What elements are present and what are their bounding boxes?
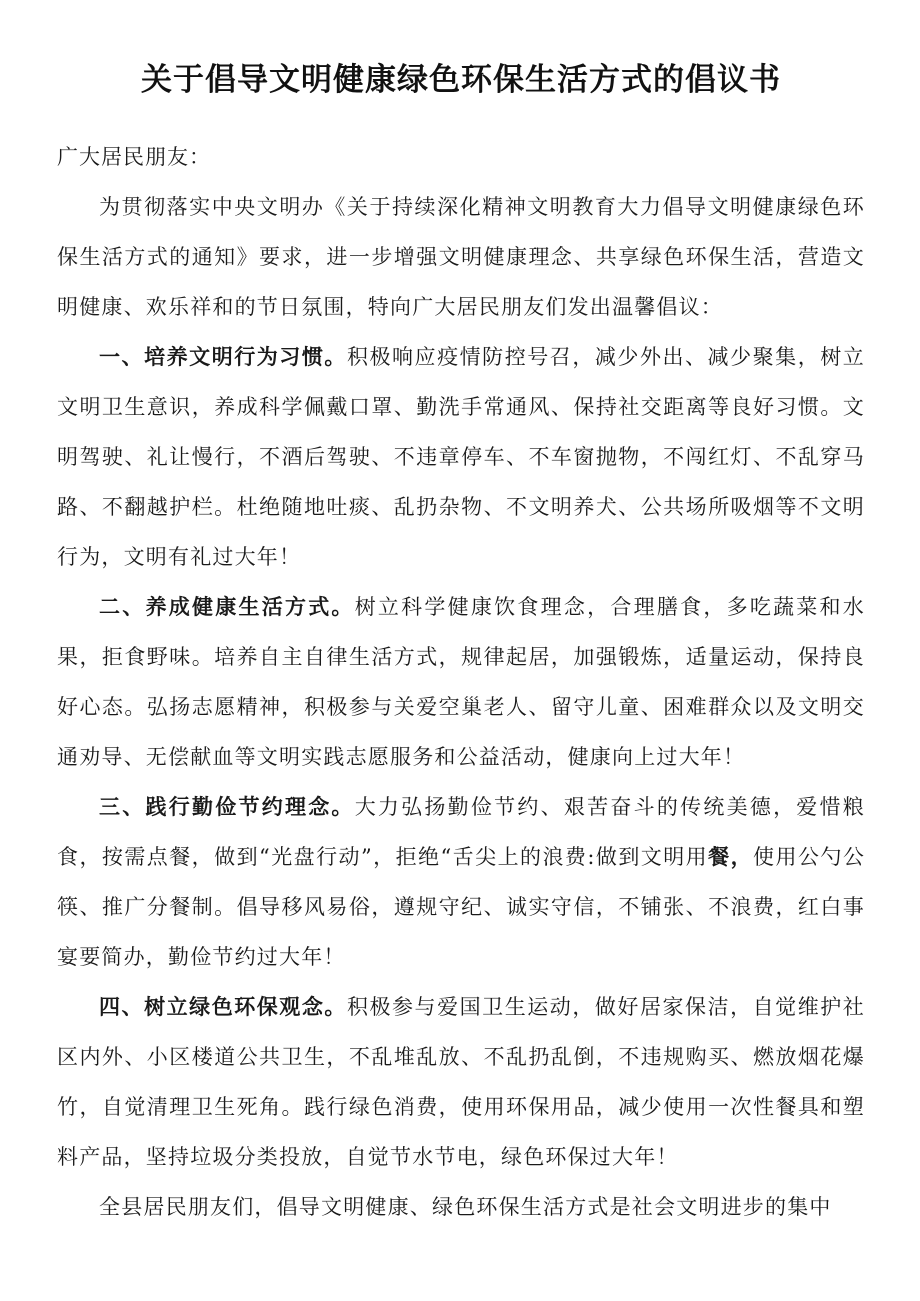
section-4-body: 积极参与爱国卫生运动，做好居家保洁，自觉维护社区内外、小区楼道公共卫生，不乱堆乱放、不乱扔乱倒，不违规购买、燃放烟花爆竹，自觉清理卫生死角。践行绿色消费，使用环保用品，减少使用一次性餐具和塑料产品，坚持垃圾分类投放，自觉节水节电，绿色环保过大年！ xyxy=(57,995,865,1169)
section-3-body-bold: 餐， xyxy=(708,845,754,869)
section-3-paragraph xyxy=(57,782,865,982)
section-2-body: 树立科学健康饮食理念，合理膳食，多吃蔬菜和水果，拒食野味。培养自主自律生活方式，规律起居，加强锻炼，适量运动，保持良好心态。弘扬志愿精神，积极参与关爱空巢老人、留守儿童、困难群众以及文明交通劝导、无偿献血等文明实践志愿服务和公益活动，健康向上过大年！ xyxy=(57,595,865,769)
section-3-body-after: 使用公勺公筷、推广分餐制。倡导移风易俗，遵规守纪、诚实守信，不铺张、不浪费，红白事宴要简办，勤俭节约过大年！ xyxy=(57,845,866,969)
intro-paragraph: 为贯彻落实中央文明办《关于持续深化精神文明教育大力倡导文明健康绿色环保生活方式的通知》要求，进一步增强文明健康理念、共享绿色环保生活，营造文明健康、欢乐祥和的节日氛围，特向广大居民朋友们发出温馨倡议： xyxy=(57,195,865,319)
section-1-paragraph xyxy=(57,332,865,582)
section-1-body: 积极响应疫情防控号召，减少外出、减少聚集，树立文明卫生意识，养成科学佩戴口罩、勤洗手常通风、保持社交距离等良好习惯。文明驾驶、礼让慢行，不酒后驾驶、不违章停车、不车窗抛物，不闯红灯、不乱穿马路、不翻越护栏。杜绝随地吐痰、乱扔杂物、不文明养犬、公共场所吸烟等不文明行为，文明有礼过大年！ xyxy=(57,345,865,569)
section-2-heading: 二、养成健康生活方式。 xyxy=(99,595,355,619)
closing-paragraph: 全县居民朋友们，倡导文明健康、绿色环保生活方式是社会文明进步的集中 xyxy=(99,1195,832,1219)
section-4-heading: 四、树立绿色环保观念。 xyxy=(99,995,347,1019)
section-2-paragraph xyxy=(57,582,865,782)
document-title: 关于倡导文明健康绿色环保生活方式的倡议书 xyxy=(141,62,781,98)
section-4-paragraph xyxy=(57,982,865,1182)
section-3-body-before: 大力弘扬勤俭节约、艰苦奋斗的传统美德，爱惜粮食，按需点餐，做到“光盘行动”，拒绝“舌尖上的浪费:做到文明用 xyxy=(57,795,865,869)
section-1-heading: 一、培养文明行为习惯。 xyxy=(99,345,347,369)
salutation: 广大居民朋友： xyxy=(57,145,211,169)
section-3-heading: 三、践行勤俭节约理念。 xyxy=(99,795,355,819)
